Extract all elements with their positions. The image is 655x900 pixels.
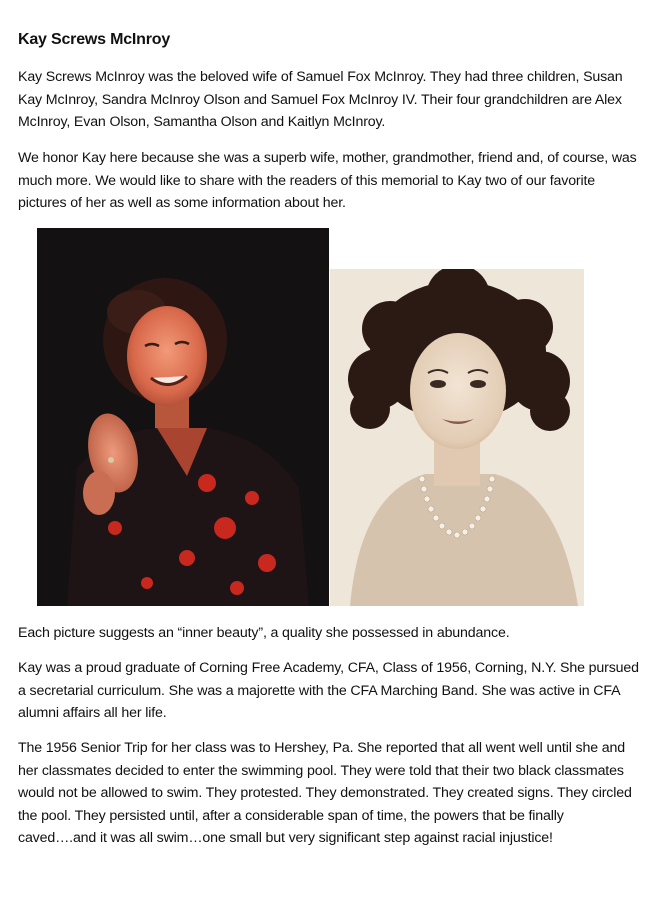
sepia-portrait-photo <box>330 269 584 606</box>
sepia-portrait-image <box>330 269 584 606</box>
color-portrait-image <box>37 228 329 606</box>
senior-trip-paragraph: The 1956 Senior Trip for her class was to Hershey, Pa. She reported that all went well until she and her classmates decided to enter the swimming pool. They were told that their two black classmates would not be allowed to swim. They protested. They demonstrated. They created signs. They circled the pool. They persisted until, after a considerable span of time, the powers that be finally caved….and it was all swim…one small but very significant step against racial injustice! <box>18 740 632 846</box>
beauty-paragraph: Each picture suggests an “inner beauty”, a quality she possessed in abundance. <box>18 625 510 641</box>
color-portrait-photo <box>37 228 329 606</box>
honor-paragraph: We honor Kay here because she was a superb wife, mother, grandmother, friend and, of course, was much more. We would like to share with the readers of this memorial to Kay two of our favorite pictures of her as well as some information about her. <box>18 150 637 211</box>
intro-paragraph: Kay Screws McInroy was the beloved wife of Samuel Fox McInroy. They had three children, Susan Kay McInroy, Sandra McInroy Olson and Samuel Fox McInroy IV. Their four grandchildren are Alex McInroy, Evan Olson, Samantha Olson and Kaitlyn McInroy. <box>18 69 623 130</box>
page-title: Kay Screws McInroy <box>18 31 171 48</box>
graduate-paragraph: Kay was a proud graduate of Corning Free Academy, CFA, Class of 1956, Corning, N.Y. She pursued a secretarial curriculum. She was a majorette with the CFA Marching Band. She was active in CFA alumni affairs all her life. <box>18 660 639 721</box>
